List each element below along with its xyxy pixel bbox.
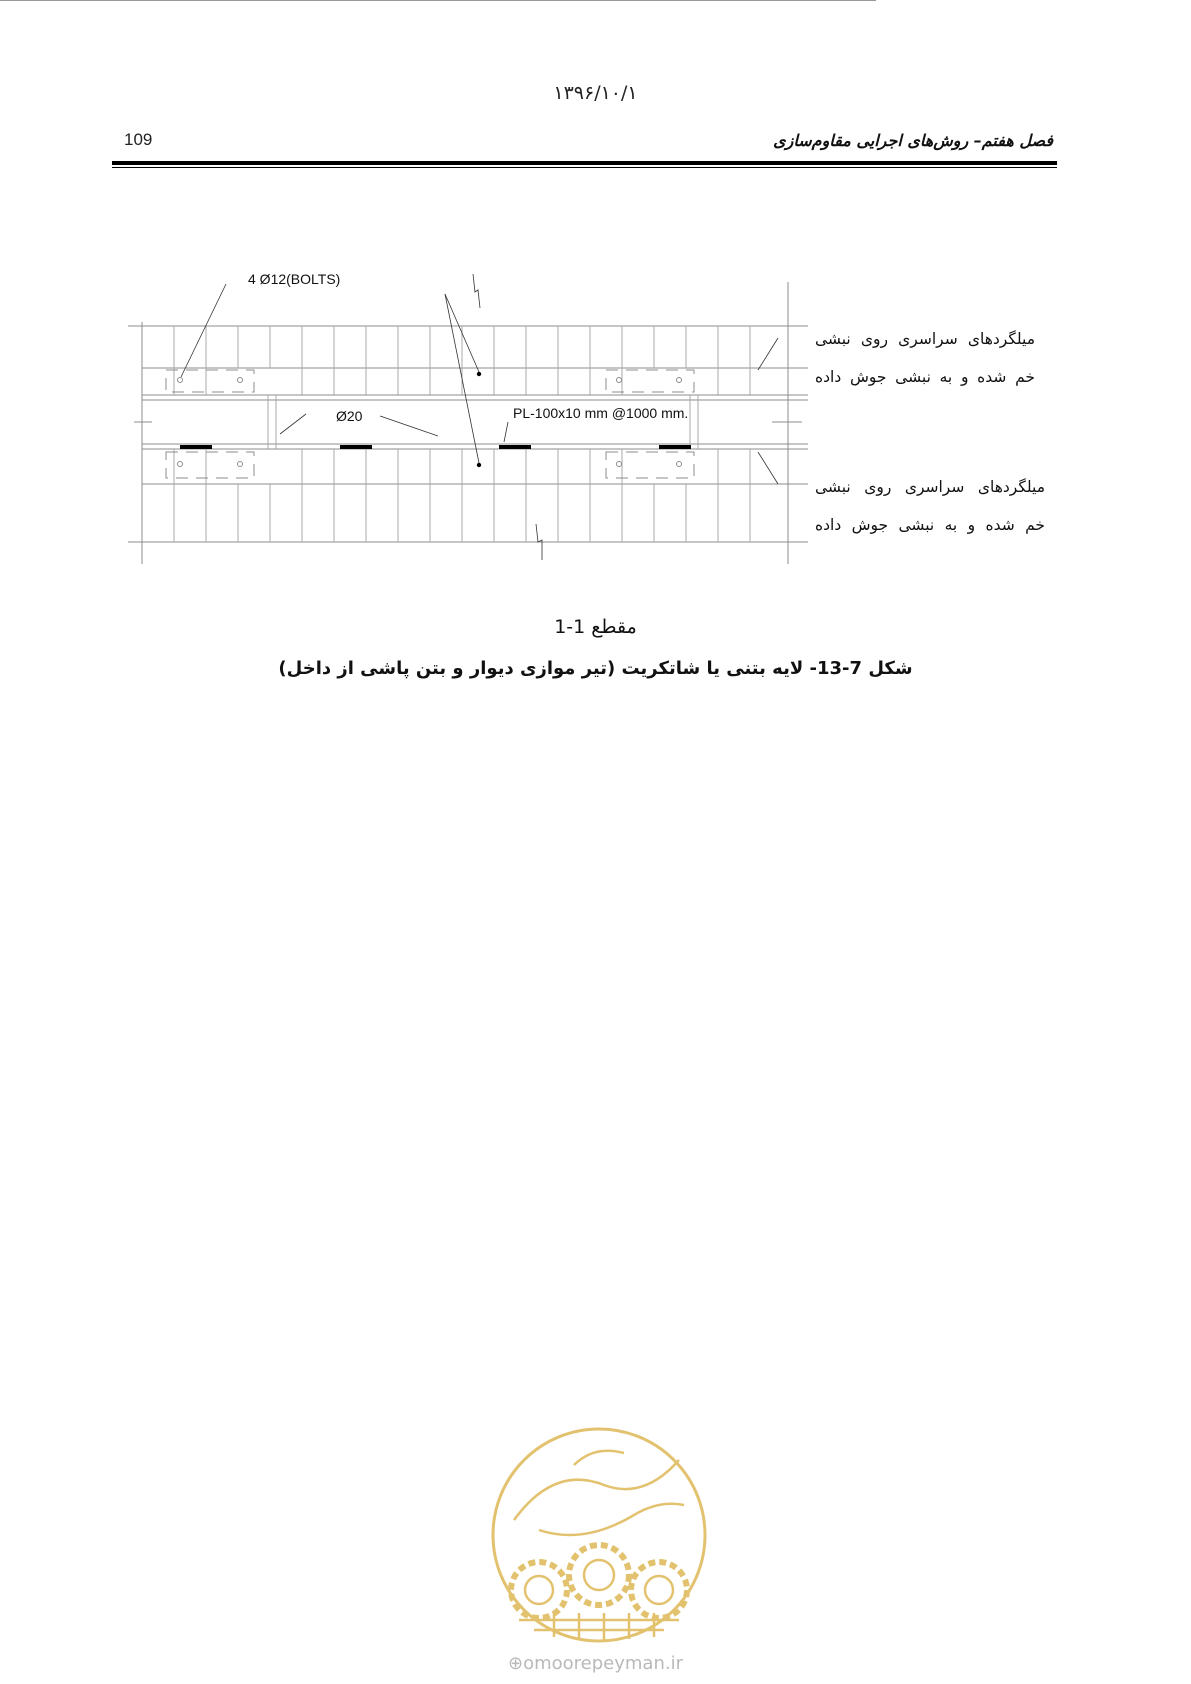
date-stamp: ۱۳۹۶/۱۰/۱ [553,82,638,104]
watermark-url-text: omoorepeyman.ir [523,1653,683,1674]
bar-diameter-label: Ø20 [336,408,363,424]
callout-bottom [815,468,1045,544]
watermark-seal-icon [484,1425,714,1645]
callout-bottom-line-1: میلگردهای سراسری روی نبشی [815,478,1045,496]
callout-bottom-line-2: خم شده و به نبشی جوش داده [815,516,1045,534]
running-header: فصل هفتم– روش‌های اجرایی مقاوم‌سازی [773,131,1053,150]
top-border-line [0,0,876,1]
plate-label: PL-100x10 mm @1000 mm. [513,405,689,421]
callout-top [815,320,1035,396]
page-number: 109 [124,130,153,149]
header-rule-thin [112,167,1057,168]
figure-caption: شکل 7-13- لایه بتنی یا شاتکریت (تیر موازی دیوار و بتن پاشی از داخل) [278,658,913,679]
callout-top-line-1: میلگردهای سراسری روی نبشی [815,330,1035,348]
section-label: مقطع 1-1 [554,616,637,638]
watermark-url [0,1653,1191,1674]
section-drawing [118,272,818,572]
bolts-label: 4 Ø12(BOLTS) [248,272,341,287]
header-rule [112,161,1057,165]
callout-top-line-2: خم شده و به نبشی جوش داده [815,368,1035,386]
globe-icon: ⊕ [508,1653,524,1674]
